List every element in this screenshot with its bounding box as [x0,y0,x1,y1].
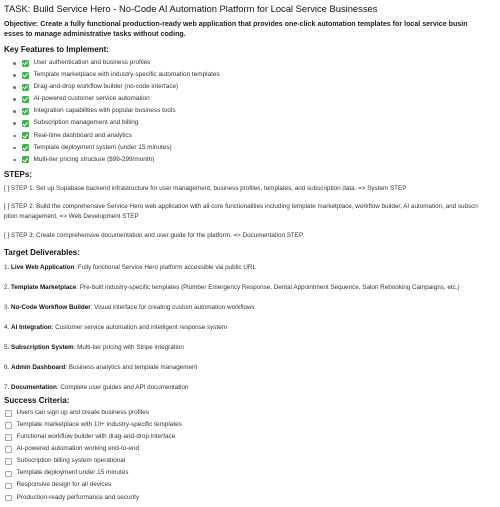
feature-text: Template deployment system (under 15 minutes) [33,143,172,151]
deliverable-desc: : Visual interface for creating custom automation workflows [90,303,255,311]
objective-text-line2: esses to manage administrative tasks without coding. [4,30,186,38]
deliverable-name: No-Code Workflow Builder [11,303,91,311]
bullet-icon [13,98,16,101]
list-item [5,493,496,505]
deliverable-item [4,363,496,373]
feature-text: User authentication and business profiles [33,59,151,66]
deliverable-name: AI Integration [11,323,52,331]
checkbox-icon [5,434,12,441]
list-item [13,70,496,82]
objective-label: Objective: [4,20,39,28]
checkbox-icon [5,483,12,490]
deliverable-name: Subscription System [11,343,74,351]
step-2 [4,202,496,222]
feature-text: AI-powered customer service automation [33,95,150,103]
checkbox-icon [5,422,12,429]
criteria-text: Template deployment under 15 minutes [16,469,129,477]
deliverable-number: 3. [4,303,10,311]
checkbox-icon [5,446,12,453]
feature-text: Subscription management and billing [33,119,139,127]
deliverable-item [4,383,496,393]
checkmark-icon [22,156,29,163]
checkbox-icon [5,495,12,502]
criteria-text: Users can sign up and create business profiles [16,408,149,416]
bullet-icon [13,122,16,125]
step-1: [ ] STEP 1: Set up Supabase backend infrastructure for user management, business profiles, templates, and subscription data. => System STEP [4,184,407,192]
bullet-icon [13,86,16,89]
features-heading: Key Features to Implement: [4,45,109,54]
deliverable-number: 5. [4,343,10,351]
feature-text: Multi-tier pricing structure ($99-299/month) [33,155,155,163]
list-item [13,131,496,143]
list-item [5,408,496,420]
list-item [13,94,496,106]
deliverable-desc: : Pre-built industry-specific templates (Plumber Emergency Response, Dental Appointment Sequence, Salon Rebooking Campaigns, etc.) [76,283,460,291]
checkmark-icon [22,60,29,67]
list-item [5,456,496,468]
feature-text: Integration capabilities with popular business tools [33,107,176,115]
objective [4,19,496,39]
feature-text: Template marketplace with industry-specific automation templates [33,71,220,79]
deliverable-name: Admin Dashboard [11,363,66,371]
checkbox-icon [5,458,12,465]
list-item [13,82,496,94]
bullet-icon [13,135,16,138]
list-item [13,118,496,130]
steps-heading: STEPs: [4,169,33,179]
deliverable-desc: : Complete user guides and API documentation [56,383,189,391]
checkmark-icon [22,144,29,151]
deliverable-desc: : Multi-tier pricing with Stripe integration [73,343,184,351]
criteria-text: Production-ready performance and security [16,493,140,501]
bullet-icon [13,74,16,77]
step-3: [ ] STEP 3: Create comprehensive documentation and user guide for the platform. => Documentation STEP [4,232,304,240]
list-item [13,106,496,118]
list-item [5,432,496,444]
features-list [4,58,496,167]
deliverable-item [4,263,496,273]
deliverable-desc: : Customer service automation and intelligent response system [51,323,227,331]
bullet-icon [13,159,16,162]
deliverable-name: Live Web Application [11,263,75,271]
criteria-list [4,408,496,505]
criteria-heading: Success Criteria: [4,395,70,405]
deliverable-name: Template Marketplace [11,283,77,291]
deliverable-item [4,303,496,313]
deliverable-number: 7. [4,383,10,391]
checkmark-icon [22,84,29,91]
deliverables-heading: Target Deliverables: [4,247,80,257]
step-2-line2: ption management. => Web Development STEP [4,213,139,221]
checkmark-icon [22,72,29,79]
deliverable-number: 6. [4,363,10,371]
checkmark-icon [22,96,29,103]
list-item [13,58,496,70]
checkmark-icon [22,120,29,127]
criteria-text: Responsive design for all devices [16,481,112,489]
bullet-icon [13,110,16,113]
checkbox-icon [5,471,12,478]
page-title: TASK: Build Service Hero - No-Code AI Automation Platform for Local Service Businesses [4,3,378,14]
deliverable-number: 1. [4,263,10,271]
bullet-icon [13,62,16,65]
criteria-text: AI-powered automation working end-to-end [16,445,140,453]
objective-text-line1: Create a fully functional production-ready web application that provides one-click automation templates for local service busin [40,20,468,28]
criteria-text: Functional workflow builder with drag-and-drop interface [16,433,176,441]
deliverable-desc: : Fully functional Service Hero platform accessible via public URL [74,263,256,271]
deliverable-number: 4. [4,323,10,331]
feature-text: Drag-and-drop workflow builder (no-code interface) [33,83,179,91]
feature-text: Real-time dashboard and analytics [33,131,132,139]
deliverable-name: Documentation [11,383,57,391]
list-item [13,143,496,155]
deliverable-desc: : Business analytics and template management [65,363,198,371]
list-item [5,420,496,432]
bullet-icon [13,147,16,150]
step-2-line1: [ ] STEP 2: Build the comprehensive Service Hero web application with all core functionalities including template marketplace, workflow builder, AI automation, and subscri [4,203,478,211]
list-item [5,468,496,480]
criteria-text: Template marketplace with 10+ industry-specific templates [16,420,182,428]
deliverable-item [4,343,496,353]
deliverable-number: 2. [4,283,10,291]
checkbox-icon [5,410,12,417]
checkmark-icon [22,132,29,139]
deliverable-item [4,283,496,293]
checkmark-icon [22,108,29,115]
list-item [13,155,496,167]
list-item [5,480,496,492]
list-item [5,444,496,456]
criteria-text: Subscription billing system operational [16,457,126,465]
deliverable-item [4,323,496,333]
